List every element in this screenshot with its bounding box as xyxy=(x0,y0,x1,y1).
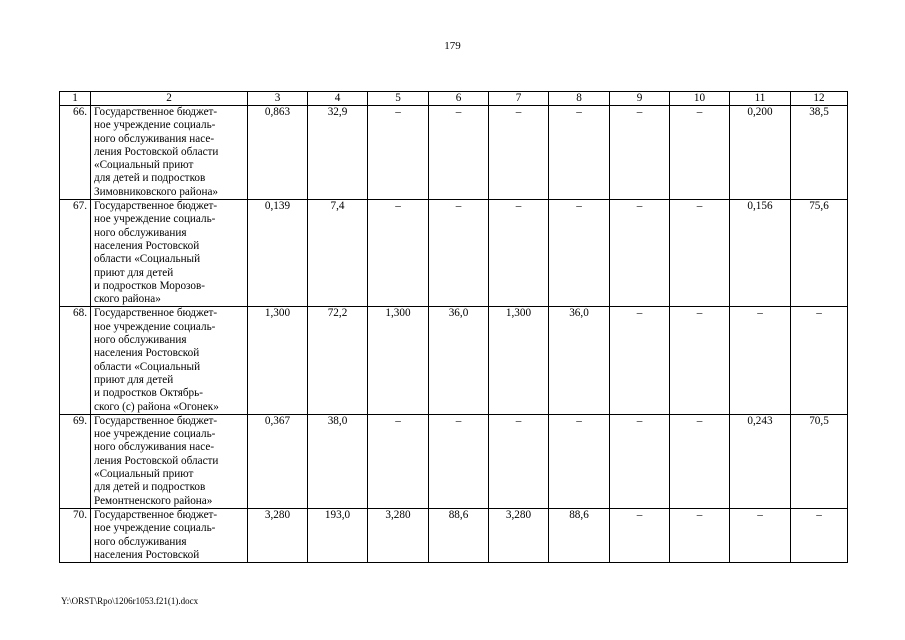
cell-col4: 32,9 xyxy=(308,106,368,200)
column-header: 5 xyxy=(368,92,429,106)
cell-col10: – xyxy=(670,414,730,508)
cell-col6: – xyxy=(429,106,489,200)
table-row xyxy=(60,508,848,562)
cell-col4: 72,2 xyxy=(308,307,368,414)
cell-col9: – xyxy=(610,508,670,562)
institution-name: Государственное бюджет- ное учреждение социаль- ного обслуживания населения Ростовской области «Социальный приют для детей и подростков Морозов- ского района» xyxy=(91,200,248,307)
column-header: 10 xyxy=(670,92,730,106)
cell-col12: 75,6 xyxy=(791,200,848,307)
page-number: 179 xyxy=(444,40,461,52)
cell-col12: – xyxy=(791,508,848,562)
cell-col4: 38,0 xyxy=(308,414,368,508)
cell-col10: – xyxy=(670,106,730,200)
cell-col7: 3,280 xyxy=(489,508,549,562)
column-header: 2 xyxy=(91,92,248,106)
cell-col10: – xyxy=(670,307,730,414)
cell-col5: – xyxy=(368,414,429,508)
cell-col5: – xyxy=(368,200,429,307)
column-header: 7 xyxy=(489,92,549,106)
cell-col3: 0,139 xyxy=(248,200,308,307)
cell-col11: – xyxy=(730,508,791,562)
cell-col8: 88,6 xyxy=(549,508,610,562)
column-header: 9 xyxy=(610,92,670,106)
cell-col8: – xyxy=(549,414,610,508)
table-row xyxy=(60,414,848,508)
cell-col10: – xyxy=(670,508,730,562)
cell-col5: 1,300 xyxy=(368,307,429,414)
file-path-footer: Y:\ORST\Rpo\1206r1053.f21(1).docx xyxy=(61,596,199,606)
cell-col8: – xyxy=(549,200,610,307)
column-header: 4 xyxy=(308,92,368,106)
cell-col6: 88,6 xyxy=(429,508,489,562)
cell-col6: – xyxy=(429,200,489,307)
cell-col11: – xyxy=(730,307,791,414)
cell-col12: – xyxy=(791,307,848,414)
cell-col7: – xyxy=(489,200,549,307)
cell-col4: 193,0 xyxy=(308,508,368,562)
cell-col3: 3,280 xyxy=(248,508,308,562)
institution-name: Государственное бюджет- ное учреждение социаль- ного обслуживания населения Ростовской области «Социальный приют для детей и подростков Октябрь- ского (с) района «Огонек» xyxy=(91,307,248,414)
table-row xyxy=(60,106,848,200)
cell-col4: 7,4 xyxy=(308,200,368,307)
cell-col9: – xyxy=(610,307,670,414)
cell-col11: 0,243 xyxy=(730,414,791,508)
cell-col8: 36,0 xyxy=(549,307,610,414)
column-header: 6 xyxy=(429,92,489,106)
table-row xyxy=(60,307,848,414)
data-table xyxy=(59,91,848,563)
cell-col12: 70,5 xyxy=(791,414,848,508)
cell-col5: 3,280 xyxy=(368,508,429,562)
cell-col7: – xyxy=(489,106,549,200)
column-header: 1 xyxy=(60,92,91,106)
cell-col6: 36,0 xyxy=(429,307,489,414)
cell-col11: 0,156 xyxy=(730,200,791,307)
row-number: 68. xyxy=(60,307,91,414)
institution-name: Государственное бюджет- ное учреждение социаль- ного обслуживания насе- ления Ростовской области «Социальный приют для детей и подростков Зимовниковского района» xyxy=(91,106,248,200)
row-number: 67. xyxy=(60,200,91,307)
cell-col12: 38,5 xyxy=(791,106,848,200)
institution-name: Государственное бюджет- ное учреждение социаль- ного обслуживания населения Ростовской xyxy=(91,508,248,562)
cell-col8: – xyxy=(549,106,610,200)
cell-col7: – xyxy=(489,414,549,508)
cell-col5: – xyxy=(368,106,429,200)
column-header: 12 xyxy=(791,92,848,106)
row-number: 66. xyxy=(60,106,91,200)
cell-col9: – xyxy=(610,414,670,508)
table-header-row xyxy=(60,92,848,106)
table-row xyxy=(60,200,848,307)
cell-col3: 0,863 xyxy=(248,106,308,200)
column-header: 11 xyxy=(730,92,791,106)
cell-col6: – xyxy=(429,414,489,508)
cell-col3: 0,367 xyxy=(248,414,308,508)
column-header: 3 xyxy=(248,92,308,106)
cell-col10: – xyxy=(670,200,730,307)
cell-col7: 1,300 xyxy=(489,307,549,414)
cell-col3: 1,300 xyxy=(248,307,308,414)
cell-col9: – xyxy=(610,106,670,200)
cell-col11: 0,200 xyxy=(730,106,791,200)
row-number: 70. xyxy=(60,508,91,562)
cell-col9: – xyxy=(610,200,670,307)
column-header: 8 xyxy=(549,92,610,106)
institution-name: Государственное бюджет- ное учреждение социаль- ного обслуживания насе- ления Ростовской области «Социальный приют для детей и подростков Ремонтненского района» xyxy=(91,414,248,508)
row-number: 69. xyxy=(60,414,91,508)
